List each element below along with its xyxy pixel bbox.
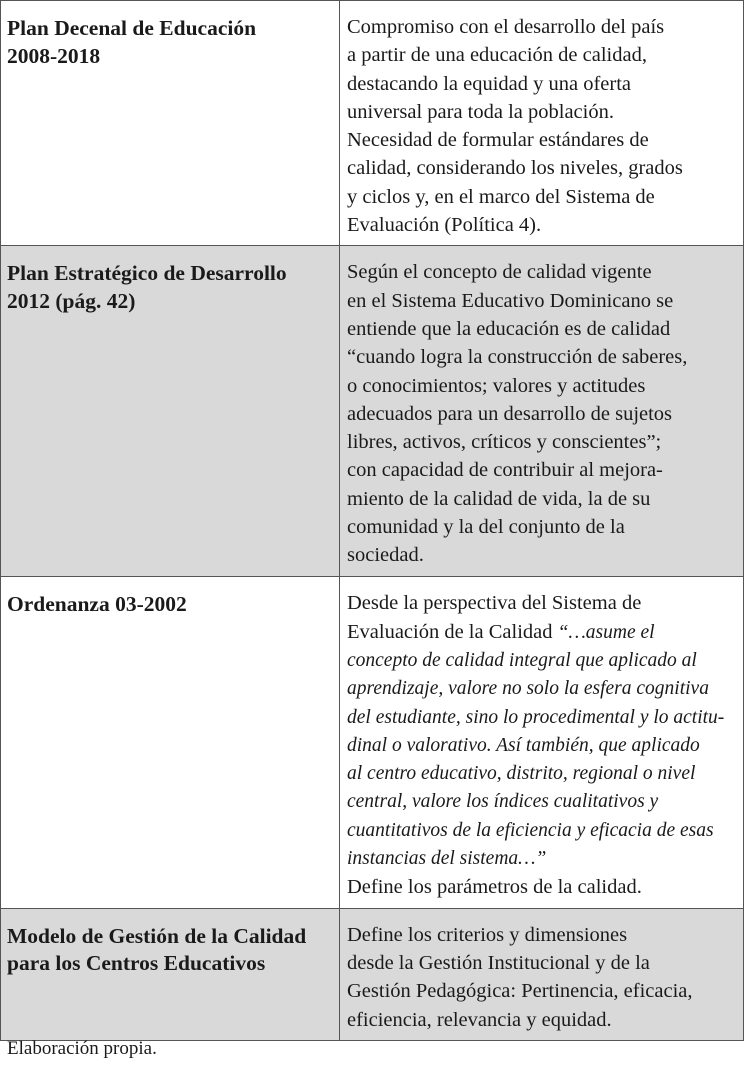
description-line: destacando la equidad y una oferta [347,72,632,95]
document-name-line: 2008-2018 [7,43,101,68]
description-line: desde la Gestión Institucional y de la [347,951,650,974]
description-line: Evaluación (Política 4). [347,214,542,237]
description-line: sociedad. [347,544,424,567]
description-line: entiende que la educación es de calidad [347,317,671,340]
description-cell [340,246,744,577]
description-line: Según el concepto de calidad vigente [347,261,652,284]
description-line: eficiencia, relevancia y equidad. [347,1008,612,1031]
description-line: universal para toda la población. [347,100,614,123]
description-intro: Evaluación de la Calidad [347,620,558,643]
description-line: en el Sistema Educativo Dominicano se [347,289,674,312]
description-line: Compromiso con el desarrollo del país [347,16,665,38]
quote-line: aprendizaje, valore no solo la esfera cognitiva [347,678,709,700]
quote-line: central, valore los índices cualitativos y [347,791,659,813]
description-line: miento de la calidad de vida, la de su [347,487,651,510]
description-line: adecuados para un desarrollo de sujetos [347,402,673,425]
quote-line: instancias del sistema…” [347,848,547,870]
description-line [347,618,735,647]
table-row [1,908,744,1040]
description-line: Desde la perspectiva del Sistema de [347,592,642,615]
description-line: y ciclos y, en el marco del Sistema de [347,185,655,208]
quote-start: “…asume el [557,621,655,643]
description-line: Define los criterios y dimensiones [347,923,628,946]
document-name-cell [1,577,340,908]
description-line: Define los parámetros de la calidad. [347,876,642,899]
document-name-line: Ordenanza 03-2002 [7,592,187,617]
table-row [1,1,744,246]
document-name-line: Plan Decenal de Educación [7,16,257,40]
source-footnote: Elaboración propia. [7,1038,157,1059]
document-name-line: 2012 (pág. 42) [7,288,136,313]
description-line: Gestión Pedagógica: Pertinencia, eficacia, [347,980,693,1003]
description-line: Necesidad de formular estándares de [347,129,649,152]
quote-line: concepto de calidad integral que aplicado al [347,649,697,671]
description-line: comunidad y la del conjunto de la [347,516,625,539]
document-name-line: Plan Estratégico de Desarrollo [7,261,287,286]
description-line: “cuando logra la construcción de saberes, [347,346,688,369]
description-cell [340,908,744,1040]
description-cell [340,577,744,908]
description-line: libres, activos, críticos y conscientes”; [347,431,662,454]
quote-line: al centro educativo, distrito, regional o nivel [347,763,696,785]
description-line: o conocimientos; valores y actitudes [347,374,646,397]
document-name-line: para los Centros Educativos [7,951,266,976]
quote-line: cuantitativos de la eficiencia y eficacia de esas [347,819,714,841]
table-row [1,246,744,577]
document-name-cell [1,246,340,577]
document-name-cell [1,1,340,246]
table-row [1,577,744,908]
quote-line: del estudiante, sino lo procedimental y lo actitu- [347,706,725,728]
description-line: calidad, considerando los niveles, grados [347,157,683,180]
description-line: con capacidad de contribuir al mejora- [347,459,663,482]
description-line: a partir de una educación de calidad, [347,44,647,67]
description-cell [340,1,744,246]
document-name-cell [1,908,340,1040]
quote-line: dinal o valorativo. Así también, que aplicado [347,734,700,756]
document-name-line: Modelo de Gestión de la Calidad [7,923,307,948]
